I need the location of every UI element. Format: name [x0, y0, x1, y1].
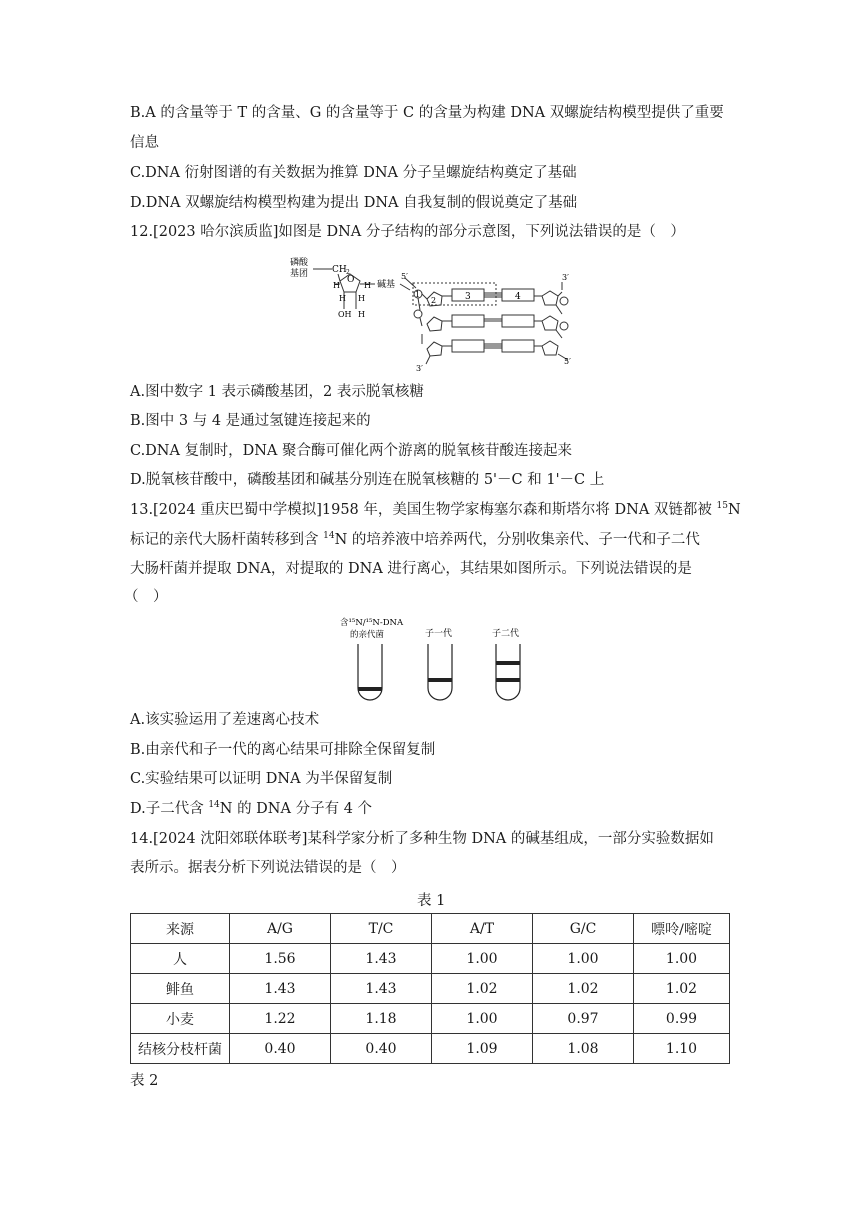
table-cell: 0.40	[230, 1034, 331, 1064]
band-gen2-light	[496, 661, 520, 665]
q11-option-c: C.DNA 衍射图谱的有关数据为推算 DNA 分子呈螺旋结构奠定了基础	[130, 165, 577, 181]
label-ch2: CH	[332, 265, 347, 275]
table-cell: 1.00	[533, 944, 634, 974]
label-ch2-sub: 2	[346, 269, 350, 276]
band-gen1	[428, 678, 452, 682]
q13-stem-line4: （ ）	[124, 589, 168, 605]
label-oh: OH	[338, 310, 352, 319]
q11-option-d: D.DNA 双螺旋结构模型构建为提出 DNA 自我复制的假说奠定了基础	[130, 195, 578, 211]
table-cell: 结核分枝杆菌	[131, 1034, 230, 1064]
q13-option-a: A.该实验运用了差速离心技术	[130, 712, 320, 728]
header-cell: G/C	[533, 914, 634, 944]
table-cell: 1.43	[331, 974, 432, 1004]
table-row	[131, 974, 730, 1004]
label-h1: H	[333, 281, 340, 290]
table-cell: 1.22	[230, 1004, 331, 1034]
table-cell: 鲱鱼	[131, 974, 230, 1004]
tube-gen1	[428, 644, 452, 700]
table-cell: 1.00	[432, 1004, 533, 1034]
tube1-label-1: 含¹⁵N/¹⁵N-DNA	[340, 618, 404, 628]
table-cell: 0.40	[331, 1034, 432, 1064]
table-cell: 0.97	[533, 1004, 634, 1034]
q13-option-b: B.由亲代和子一代的离心结果可排除全保留复制	[130, 742, 436, 758]
num-4: 4	[515, 292, 521, 302]
q12-option-c: C.DNA 复制时，DNA 聚合酶可催化两个游离的脱氧核苷酸连接起来	[130, 443, 572, 459]
table-cell: 1.00	[432, 944, 533, 974]
label-phosphate-2: 基团	[290, 269, 309, 279]
label-h4: H	[358, 294, 365, 303]
table-cell: 1.18	[331, 1004, 432, 1034]
num-1: 1	[415, 290, 421, 299]
tube2-label: 子一代	[425, 629, 453, 639]
label-h3: H	[339, 294, 346, 303]
q12-option-d: D.脱氧核苷酸中，磷酸基团和碱基分别连在脱氧核糖的 5'－C 和 1'－C 上	[130, 472, 605, 488]
q13-stem-line2: 标记的亲代大肠杆菌转移到含 $^{14}$N 的培养液中培养两代，分别收集亲代、子一代和子二代	[130, 531, 700, 548]
table-cell: 1.02	[533, 974, 634, 1004]
num-3: 3	[465, 292, 471, 302]
q12-option-a: A.图中数字 1 表示磷酸基团，2 表示脱氧核糖	[130, 384, 424, 400]
tube1-label-2: 的亲代菌	[350, 630, 385, 640]
table-cell: 1.43	[331, 944, 432, 974]
q12-stem: 12.[2023 哈尔滨质监]如图是 DNA 分子结构的部分示意图，下列说法错误的是（ ）	[130, 224, 685, 240]
table1-caption: 表 1	[417, 893, 446, 909]
band-gen2-hybrid	[496, 678, 520, 682]
end-3-top: 3′	[562, 273, 569, 282]
label-h2: H	[364, 281, 371, 290]
q13-stem-line1: 13.[2024 重庆巴蜀中学模拟]1958 年，美国生物学家梅塞尔森和斯塔尔将 DNA 双链都被 $^{15}$N	[130, 501, 741, 518]
tube-gen2	[496, 644, 520, 700]
table-cell: 小麦	[131, 1004, 230, 1034]
q14-stem-line2: 表所示。据表分析下列说法错误的是（ ）	[130, 860, 406, 876]
table-cell: 1.08	[533, 1034, 634, 1064]
end-5-bottom: 5′	[564, 357, 571, 366]
table-cell: 1.10	[634, 1034, 730, 1064]
label-phosphate-1: 磷酸	[290, 258, 309, 268]
q14-stem-line1: 14.[2024 沈阳郊联体联考]某科学家分析了多种生物 DNA 的碱基组成，一部分实验数据如	[130, 831, 714, 847]
table-row	[131, 944, 730, 974]
table-cell: 0.99	[634, 1004, 730, 1034]
header-cell: 嘌呤/嘧啶	[634, 914, 730, 944]
dna-structure-figure	[280, 254, 590, 374]
header-cell: A/G	[230, 914, 331, 944]
table-cell: 1.00	[634, 944, 730, 974]
band-parent	[358, 687, 382, 691]
q13-option-d: D.子二代含 $^{14}$N 的 DNA 分子有 4 个	[130, 800, 373, 817]
table-row	[131, 1034, 730, 1064]
table-cell: 1.02	[634, 974, 730, 1004]
table2-caption: 表 2	[130, 1073, 159, 1089]
table-cell: 人	[131, 944, 230, 974]
end-5-top: 5′	[401, 272, 408, 281]
table-cell: 1.56	[230, 944, 331, 974]
tube3-label: 子二代	[492, 629, 520, 639]
label-base: 碱基	[377, 280, 396, 290]
end-3-bottom: 3′	[416, 364, 423, 373]
centrifuge-tubes-figure	[330, 614, 550, 706]
base-composition-table	[130, 913, 730, 1064]
tube-parent	[358, 644, 382, 700]
table-cell: 1.09	[432, 1034, 533, 1064]
q13-stem-line3: 大肠杆菌并提取 DNA，对提取的 DNA 进行离心，其结果如图所示。下列说法错误的是	[130, 561, 692, 577]
label-o: O	[347, 275, 355, 285]
header-cell: A/T	[432, 914, 533, 944]
q11-option-b-line1: B.A 的含量等于 T 的含量、G 的含量等于 C 的含量为构建 DNA 双螺旋结构模型提供了重要	[130, 105, 724, 121]
header-cell: T/C	[331, 914, 432, 944]
num-2: 2	[431, 296, 437, 305]
table-row	[131, 1004, 730, 1034]
table-cell: 1.43	[230, 974, 331, 1004]
header-cell: 来源	[131, 914, 230, 944]
table-cell: 1.02	[432, 974, 533, 1004]
q12-option-b: B.图中 3 与 4 是通过氢键连接起来的	[130, 413, 371, 429]
q13-option-c: C.实验结果可以证明 DNA 为半保留复制	[130, 771, 393, 787]
q11-option-b-line2: 信息	[130, 135, 159, 151]
label-h5: H	[358, 310, 365, 319]
table-header-row	[131, 914, 730, 944]
